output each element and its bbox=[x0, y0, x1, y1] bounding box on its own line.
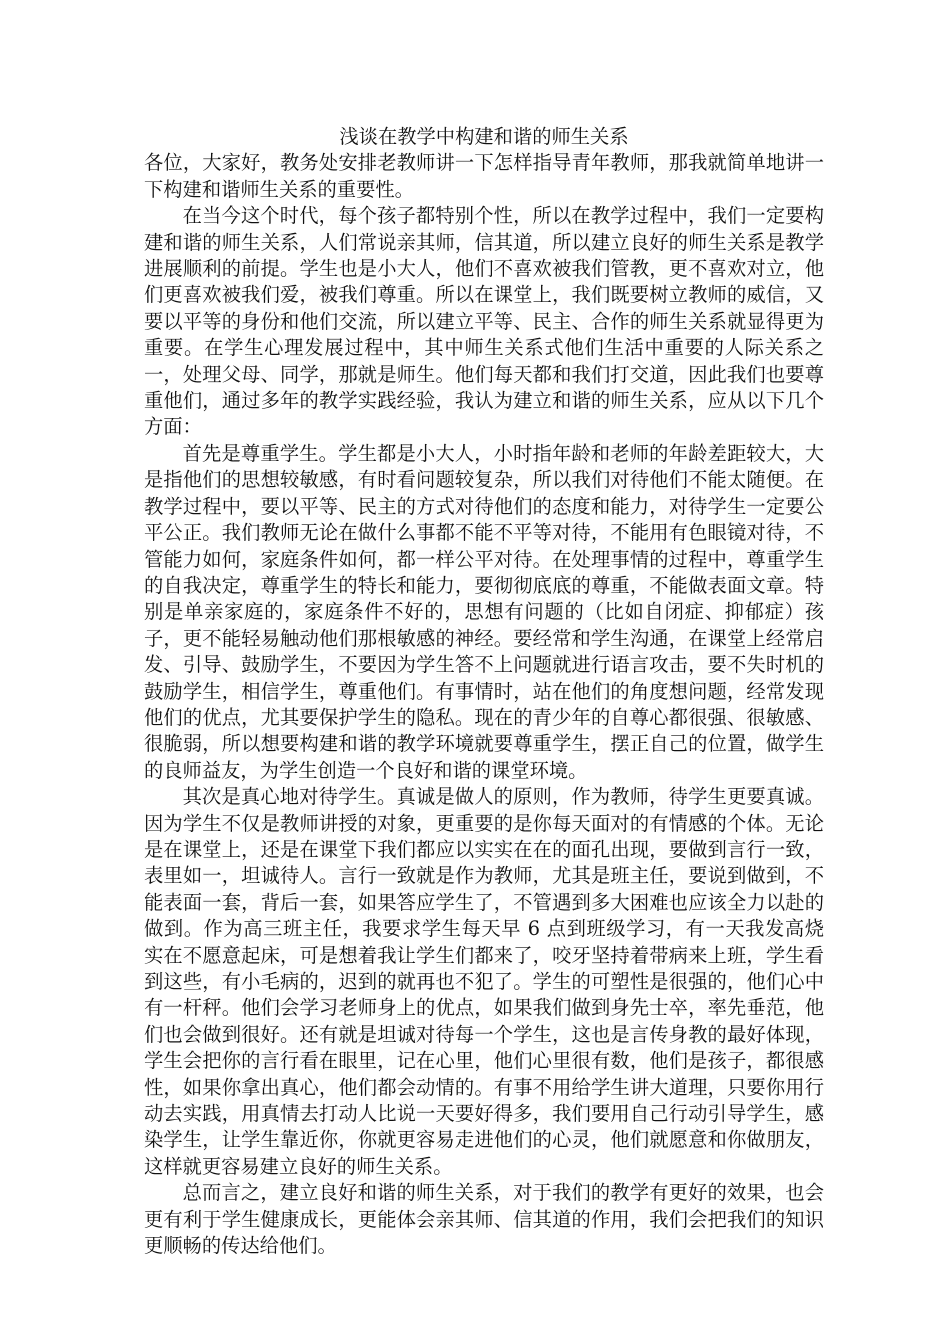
paragraph-respect-students: 首先是尊重学生。学生都是小大人，小时指年龄和老师的年龄差距较大，大是指他们的思想较敏感，有时看问题较复杂，所以我们对待他们不能太随便。在教学过程中，要以平等、民主的方式对待他们的态度和能力，对待学生一定要公平公正。我们教师无论在做什么事都不能不平等对待，不能用有色眼镜对待，不管能力如何，家庭条件如何，都一样公平对待。在处理事情的过程中，尊重学生的自我决定，尊重学生的特长和能力，要彻彻底底的尊重，不能做表面文章。特别是单亲家庭的，家庭条件不好的，思想有问题的（比如自闭症、抑郁症）孩子，更不能轻易触动他们那根敏感的神经。要经常和学生沟通，在课堂上经常启发、引导、鼓励学生，不要因为学生答不上问题就进行语言攻击，要不失时机的鼓励学生，相信学生，尊重他们。有事情时，站在他们的角度想问题，经常发现他们的优点，尤其要保护学生的隐私。现在的青少年的自尊心都很强、很敏感、很脆弱，所以想要构建和谐的教学环境就要尊重学生，摆正自己的位置，做学生的良师益友，为学生创造一个良好和谐的课堂环境。 bbox=[144, 441, 824, 782]
paragraph-sincerity: 其次是真心地对待学生。真诚是做人的原则，作为教师，待学生更要真诚。因为学生不仅是教师讲授的对象，更重要的是你每天面对的有情感的个体。无论是在课堂上，还是在课堂下我们都应以实实在在的面孔出现，要做到言行一致，表里如一，坦诚待人。言行一致就是作为教师，尤其是班主任，要说到做到，不能表面一套，背后一套，如果答应学生了，不管遇到多大困难也应该全力以赴的做到。作为高三班主任，我要求学生每天早 6 点到班级学习，有一天我发高烧实在不愿意起床，可是想着我让学生们都来了，咬牙坚持着带病来上班，学生看到这些，有小毛病的，迟到的就再也不犯了。学生的可塑性是很强的，他们心中有一杆秤。他们会学习老师身上的优点，如果我们做到身先士卒，率先垂范，他们也会做到很好。还有就是坦诚对待每一个学生，这也是言传身教的最好体现，学生会把你的言行看在眼里，记在心里，他们心里很有数，他们是孩子，都很感性，如果你拿出真心，他们都会动情的。有事不用给学生讲大道理，只要你用行动去实践，用真情去打动人比说一天要好得多，我们要用自己行动引导学生，感染学生，让学生靠近你，你就更容易走进他们的心灵，他们就愿意和你做朋友，这样就更容易建立良好的师生关系。 bbox=[144, 785, 824, 1178]
paragraph-opening: 各位，大家好，教务处安排老教师讲一下怎样指导青年教师，那我就简单地讲一下构建和谐师生关系的重要性。 bbox=[144, 151, 824, 201]
document-title: 浅谈在教学中构建和谐的师生关系 bbox=[339, 125, 629, 148]
paragraph-introduction: 在当今这个时代，每个孩子都特别个性，所以在教学过程中，我们一定要构建和谐的师生关系，人们常说亲其师，信其道，所以建立良好的师生关系是教学进展顺利的前提。学生也是小大人，他们不喜欢被我们管教，更不喜欢对立，他们更喜欢被我们爱，被我们尊重。所以在课堂上，我们既要树立教师的威信，又要以平等的身份和他们交流，所以建立平等、民主、合作的师生关系就显得更为重要。在学生心理发展过程中，其中师生关系式他们生活中重要的人际关系之一，处理父母、同学，那就是师生。他们每天都和我们打交道，因此我们也要尊重他们，通过多年的教学实践经验，我认为建立和谐的师生关系，应从以下几个方面： bbox=[144, 204, 824, 439]
paragraph-conclusion: 总而言之，建立良好和谐的师生关系，对于我们的教学有更好的效果，也会更有利于学生健康成长，更能体会亲其师、信其道的作用，我们会把我们的知识更顺畅的传达给他们。 bbox=[144, 1181, 824, 1258]
document-page bbox=[144, 124, 824, 1259]
